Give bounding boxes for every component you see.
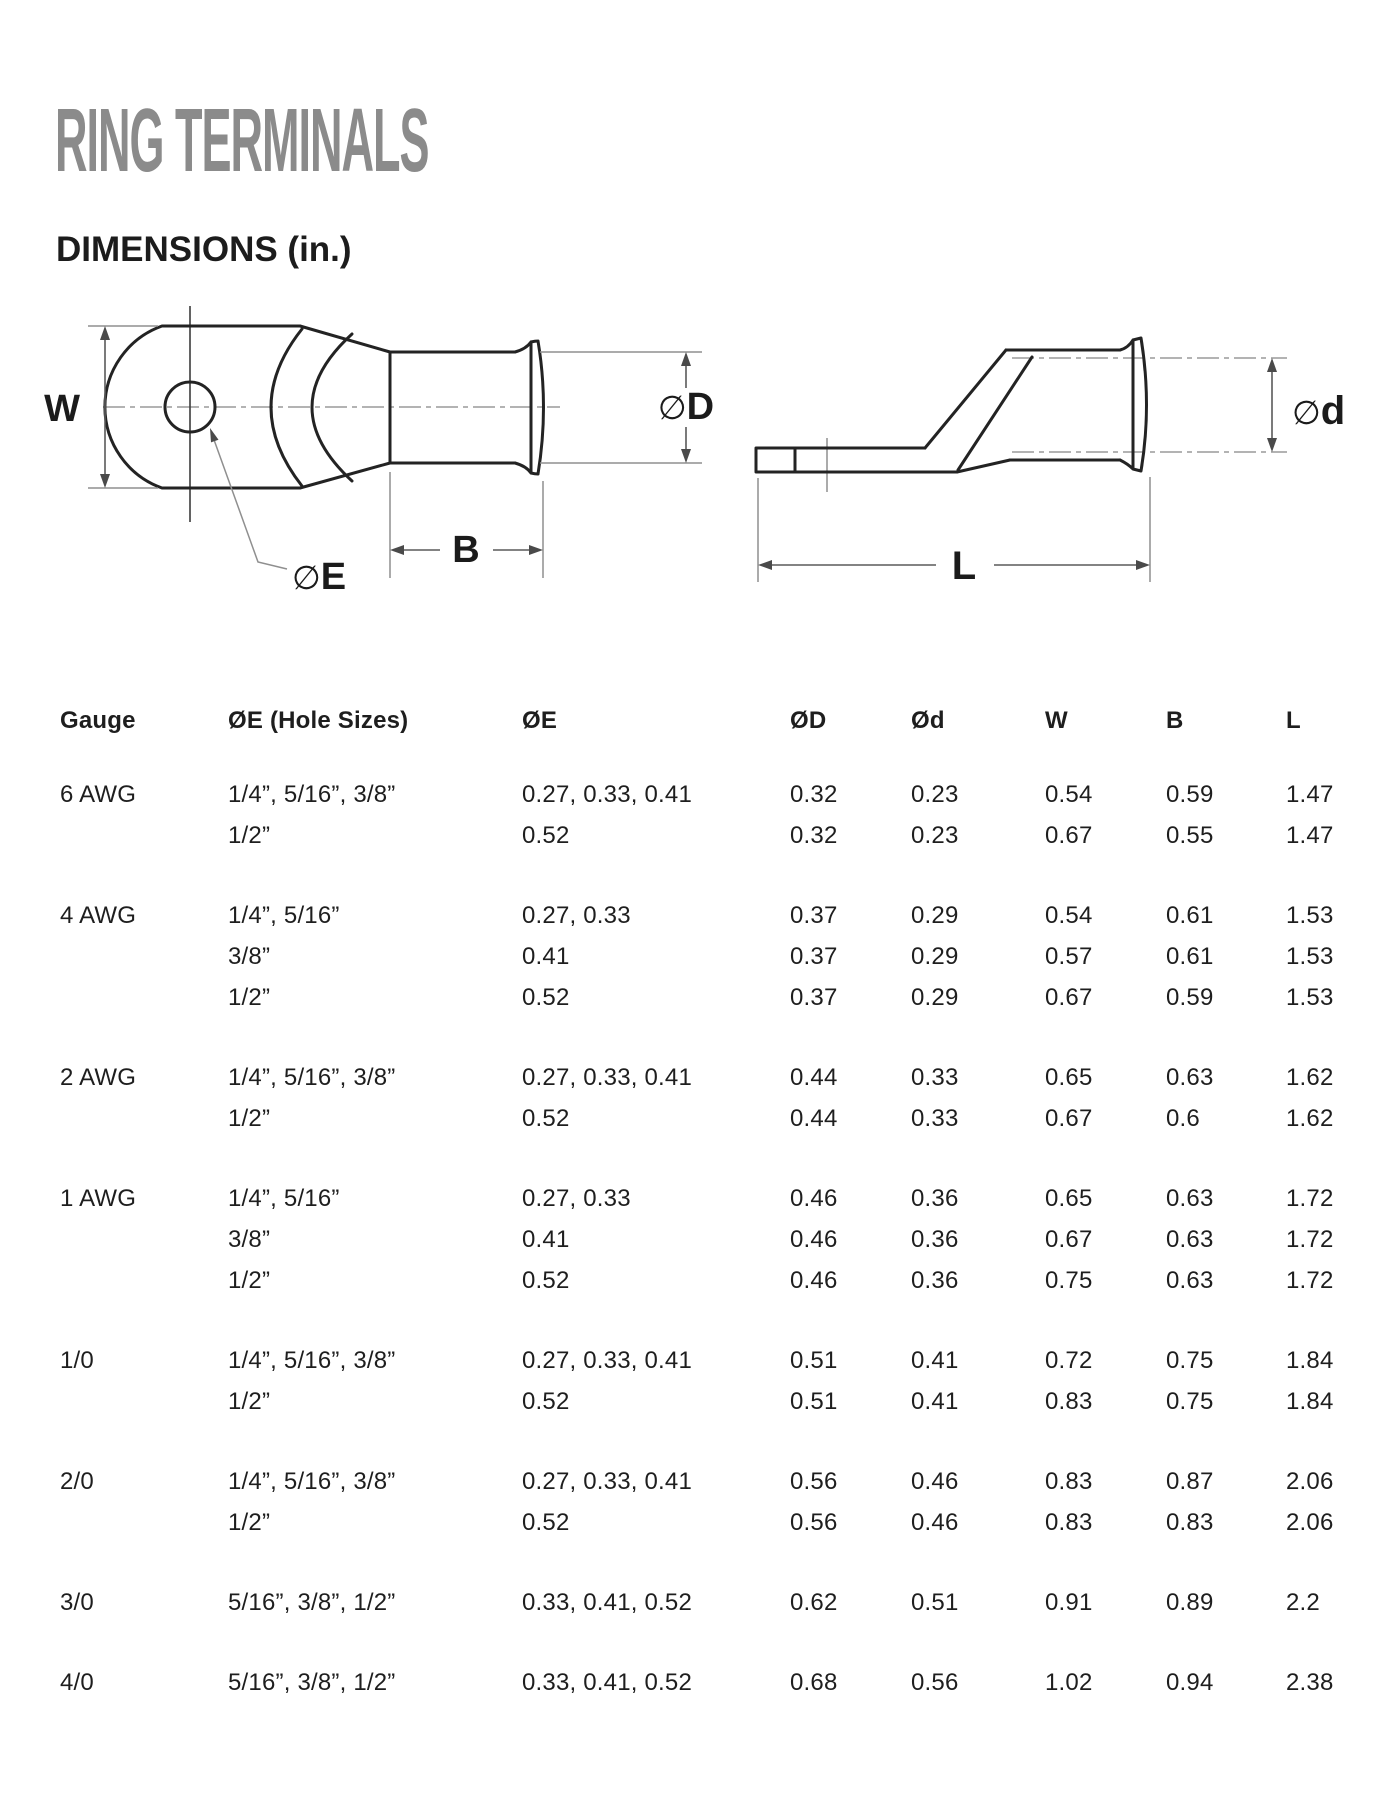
gauge-cell — [60, 1381, 228, 1422]
value-cell: 1/2” — [228, 1105, 271, 1132]
column-header: W — [1045, 707, 1068, 734]
page-title: RING TERMINALS — [55, 91, 429, 191]
value-cell: 0.27, 0.33, 0.41 — [522, 781, 693, 808]
oe-leader-line — [213, 437, 287, 569]
gauge-cell: 2 AWG — [60, 1064, 137, 1091]
value-cell: 2.06 — [1286, 1509, 1334, 1536]
table-row — [60, 1582, 1360, 1623]
value-cell: 1.62 — [1286, 1064, 1334, 1091]
value-cell: 0.46 — [911, 1509, 959, 1536]
gauge-cell — [60, 1219, 228, 1260]
gauge-group — [60, 1582, 1360, 1623]
table-row — [60, 1502, 1360, 1543]
column-header: ØD — [790, 707, 827, 734]
value-cell: 2.38 — [1286, 1669, 1334, 1696]
value-cell: 1/2” — [228, 1509, 271, 1536]
table-row — [60, 895, 1360, 936]
value-cell: 0.91 — [1045, 1589, 1093, 1616]
value-cell: 0.27, 0.33, 0.41 — [522, 1468, 693, 1495]
gauge-group — [60, 895, 1360, 1018]
table-row — [60, 1340, 1360, 1381]
value-cell: 0.63 — [1166, 1267, 1214, 1294]
value-cell: 0.46 — [790, 1226, 838, 1253]
gauge-group — [60, 1178, 1360, 1301]
value-cell: 1.47 — [1286, 781, 1334, 808]
value-cell: 1/4”, 5/16”, 3/8” — [228, 1064, 396, 1091]
value-cell: 0.59 — [1166, 781, 1214, 808]
column-header: Gauge — [60, 707, 136, 734]
value-cell: 0.67 — [1045, 1105, 1093, 1132]
value-cell: 0.41 — [522, 943, 570, 970]
value-cell: 1/4”, 5/16” — [228, 902, 340, 929]
value-cell: 0.36 — [911, 1226, 959, 1253]
bend-outer — [925, 350, 1006, 448]
table-row — [60, 1057, 1360, 1098]
value-cell: 0.87 — [1166, 1468, 1214, 1495]
id-arrow-up — [1267, 358, 1277, 372]
dimensions-table — [60, 700, 1360, 1742]
value-cell: 5/16”, 3/8”, 1/2” — [228, 1669, 396, 1696]
diameter-symbol: ∅ — [292, 559, 321, 596]
l-arrow-left — [758, 560, 772, 570]
value-cell: 0.83 — [1045, 1468, 1093, 1495]
value-cell: 0.52 — [522, 984, 570, 1011]
gauge-cell — [60, 1098, 228, 1139]
value-cell: 0.32 — [790, 781, 838, 808]
value-cell: 0.32 — [790, 822, 838, 849]
value-cell: 0.67 — [1045, 822, 1093, 849]
value-cell: 0.67 — [1045, 1226, 1093, 1253]
gauge-cell — [60, 815, 228, 856]
table-row — [60, 1381, 1360, 1422]
table-row — [60, 1219, 1360, 1260]
value-cell: 2.2 — [1286, 1589, 1320, 1616]
gauge-cell: 1 AWG — [60, 1185, 137, 1212]
value-cell: 0.61 — [1166, 902, 1214, 929]
value-cell: 0.54 — [1045, 902, 1093, 929]
table-row — [60, 815, 1360, 856]
column-header: B — [1166, 707, 1184, 734]
gauge-cell: 3/0 — [60, 1589, 94, 1616]
value-cell: 1/2” — [228, 984, 271, 1011]
od-arrow-down — [681, 449, 691, 463]
value-cell: 0.65 — [1045, 1185, 1093, 1212]
gauge-cell: 4 AWG — [60, 902, 137, 929]
value-cell: 0.46 — [790, 1267, 838, 1294]
column-header: ØE (Hole Sizes) — [228, 707, 409, 734]
gauge-group — [60, 1461, 1360, 1543]
id-arrow-down — [1267, 438, 1277, 452]
value-cell: 0.83 — [1045, 1509, 1093, 1536]
value-cell: 0.27, 0.33, 0.41 — [522, 1347, 693, 1374]
value-cell: 0.36 — [911, 1267, 959, 1294]
value-cell: 0.75 — [1045, 1267, 1093, 1294]
table-row — [60, 1662, 1360, 1703]
od-arrow-up — [681, 352, 691, 366]
id-label: ∅d — [1292, 389, 1346, 433]
value-cell: 0.41 — [522, 1226, 570, 1253]
value-cell: 0.63 — [1166, 1185, 1214, 1212]
value-cell: 2.06 — [1286, 1468, 1334, 1495]
gauge-group — [60, 1340, 1360, 1422]
value-cell: 0.51 — [790, 1388, 838, 1415]
tongue-outline — [756, 448, 957, 472]
value-cell: 0.94 — [1166, 1669, 1214, 1696]
value-cell: 0.68 — [790, 1669, 838, 1696]
value-cell: 0.23 — [911, 822, 959, 849]
value-cell: 0.46 — [790, 1185, 838, 1212]
value-cell: 1.53 — [1286, 902, 1334, 929]
front-view-drawing — [44, 306, 714, 598]
value-cell: 0.63 — [1166, 1226, 1214, 1253]
bend-inner — [958, 357, 1032, 470]
value-cell: 3/8” — [228, 943, 271, 970]
diameter-symbol: ∅ — [1292, 394, 1321, 431]
side-view-drawing — [756, 338, 1345, 588]
b-arrow-left — [390, 545, 404, 555]
value-cell: 0.56 — [790, 1468, 838, 1495]
value-cell: 0.44 — [790, 1064, 838, 1091]
value-cell: 5/16”, 3/8”, 1/2” — [228, 1589, 396, 1616]
value-cell: 0.56 — [790, 1509, 838, 1536]
table-row — [60, 1178, 1360, 1219]
value-cell: 1.47 — [1286, 822, 1334, 849]
b-label: B — [452, 529, 480, 571]
value-cell: 0.72 — [1045, 1347, 1093, 1374]
value-cell: 0.75 — [1166, 1347, 1214, 1374]
value-cell: 3/8” — [228, 1226, 271, 1253]
gauge-cell — [60, 936, 228, 977]
value-cell: 1/4”, 5/16” — [228, 1185, 340, 1212]
value-cell: 0.63 — [1166, 1064, 1214, 1091]
value-cell: 1.84 — [1286, 1347, 1334, 1374]
l-arrow-right — [1136, 560, 1150, 570]
value-cell: 0.6 — [1166, 1105, 1200, 1132]
ring-terminal-diagrams — [0, 0, 1400, 640]
table-row — [60, 774, 1360, 815]
value-cell: 0.33, 0.41, 0.52 — [522, 1589, 693, 1616]
gauge-group — [60, 774, 1360, 856]
table-header-row — [60, 700, 1360, 741]
value-cell: 0.54 — [1045, 781, 1093, 808]
oe-leader-arrow — [210, 428, 219, 442]
gauge-cell — [60, 977, 228, 1018]
value-cell: 1.72 — [1286, 1226, 1334, 1253]
value-cell: 0.44 — [790, 1105, 838, 1132]
value-cell: 0.33, 0.41, 0.52 — [522, 1669, 693, 1696]
value-cell: 0.67 — [1045, 984, 1093, 1011]
value-cell: 0.29 — [911, 943, 959, 970]
value-cell: 0.33 — [911, 1064, 959, 1091]
gauge-cell — [60, 1260, 228, 1301]
diameter-symbol: ∅ — [657, 389, 687, 426]
value-cell: 0.57 — [1045, 943, 1093, 970]
gauge-group — [60, 1662, 1360, 1703]
value-cell: 1.02 — [1045, 1669, 1093, 1696]
value-cell: 0.37 — [790, 943, 838, 970]
value-cell: 0.83 — [1045, 1388, 1093, 1415]
value-cell: 0.29 — [911, 984, 959, 1011]
gauge-group — [60, 1057, 1360, 1139]
value-cell: 0.41 — [911, 1347, 959, 1374]
value-cell: 0.52 — [522, 822, 570, 849]
gauge-cell: 1/0 — [60, 1347, 94, 1374]
value-cell: 0.27, 0.33, 0.41 — [522, 1064, 693, 1091]
value-cell: 0.52 — [522, 1267, 570, 1294]
value-cell: 0.52 — [522, 1388, 570, 1415]
value-cell: 0.41 — [911, 1388, 959, 1415]
table-row — [60, 1461, 1360, 1502]
value-cell: 1/4”, 5/16”, 3/8” — [228, 781, 396, 808]
section-heading: DIMENSIONS (in.) — [56, 230, 352, 269]
oe-label: ∅E — [292, 556, 347, 598]
value-cell: 1/2” — [228, 822, 271, 849]
value-cell: 0.27, 0.33 — [522, 902, 631, 929]
value-cell: 0.56 — [911, 1669, 959, 1696]
column-header: L — [1286, 707, 1301, 734]
column-header: ØE — [522, 707, 558, 734]
l-label: L — [951, 544, 977, 588]
value-cell: 0.46 — [911, 1468, 959, 1495]
table-row — [60, 936, 1360, 977]
gauge-cell — [60, 1502, 228, 1543]
b-arrow-right — [529, 545, 543, 555]
value-cell: 1/2” — [228, 1267, 271, 1294]
table-row — [60, 1260, 1360, 1301]
od-label: ∅D — [657, 386, 715, 428]
table-row — [60, 977, 1360, 1018]
value-cell: 1/2” — [228, 1388, 271, 1415]
value-cell: 1.72 — [1286, 1185, 1334, 1212]
value-cell: 0.59 — [1166, 984, 1214, 1011]
value-cell: 0.27, 0.33 — [522, 1185, 631, 1212]
gauge-cell: 6 AWG — [60, 781, 137, 808]
value-cell: 1.53 — [1286, 984, 1334, 1011]
value-cell: 0.75 — [1166, 1388, 1214, 1415]
w-arrow-down — [100, 474, 110, 488]
value-cell: 0.33 — [911, 1105, 959, 1132]
value-cell: 0.89 — [1166, 1589, 1214, 1616]
value-cell: 0.51 — [911, 1589, 959, 1616]
value-cell: 0.65 — [1045, 1064, 1093, 1091]
value-cell: 1.84 — [1286, 1388, 1334, 1415]
table-row — [60, 1098, 1360, 1139]
value-cell: 0.55 — [1166, 822, 1214, 849]
value-cell: 0.62 — [790, 1589, 838, 1616]
value-cell: 0.36 — [911, 1185, 959, 1212]
value-cell: 1/4”, 5/16”, 3/8” — [228, 1347, 396, 1374]
gauge-cell: 2/0 — [60, 1468, 94, 1495]
value-cell: 0.37 — [790, 984, 838, 1011]
value-cell: 1/4”, 5/16”, 3/8” — [228, 1468, 396, 1495]
value-cell: 0.52 — [522, 1105, 570, 1132]
value-cell: 1.53 — [1286, 943, 1334, 970]
value-cell: 0.51 — [790, 1347, 838, 1374]
value-cell: 1.62 — [1286, 1105, 1334, 1132]
value-cell: 0.61 — [1166, 943, 1214, 970]
value-cell: 1.72 — [1286, 1267, 1334, 1294]
value-cell: 0.83 — [1166, 1509, 1214, 1536]
w-label: W — [44, 388, 80, 430]
value-cell: 0.23 — [911, 781, 959, 808]
gauge-cell: 4/0 — [60, 1669, 94, 1696]
w-arrow-up — [100, 326, 110, 340]
value-cell: 0.52 — [522, 1509, 570, 1536]
column-header: Ød — [911, 707, 945, 734]
value-cell: 0.37 — [790, 902, 838, 929]
value-cell: 0.29 — [911, 902, 959, 929]
